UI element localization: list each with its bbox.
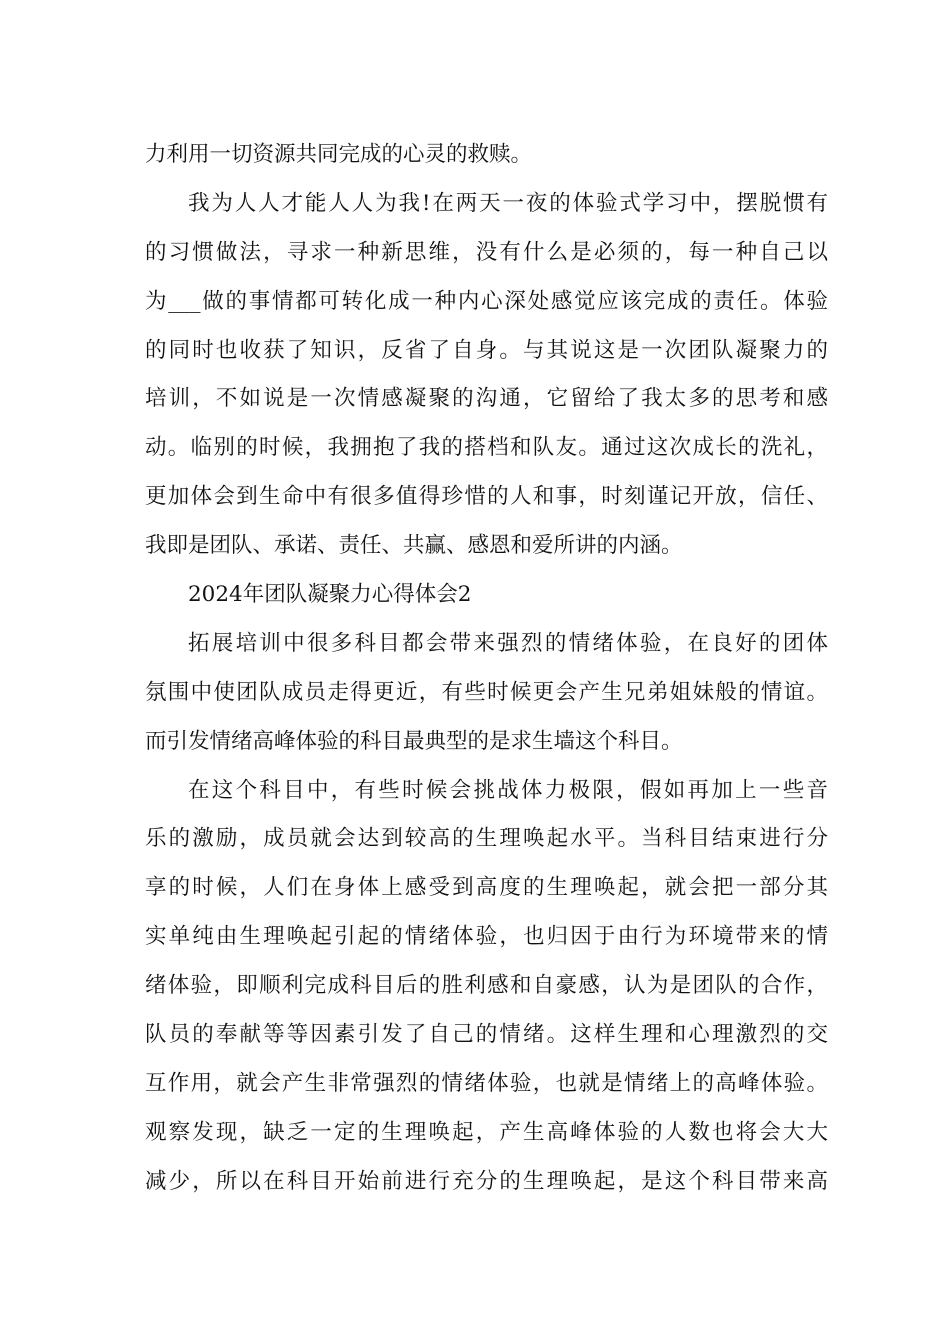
text-line: 而引发情绪高峰体验的科目最典型的是求生墙这个科目。 <box>145 728 683 754</box>
text-line: 实单纯由生理唤起引起的情绪体验，也归因于由行为环境带来的情 <box>145 924 828 950</box>
text-line: 的习惯做法，寻求一种新思维，没有什么是必须的，每一种自己以 <box>145 239 828 265</box>
text-line: 互作用，就会产生非常强烈的情绪体验，也就是情绪上的高峰体验。 <box>145 1070 828 1096</box>
text-line: 享的时候，人们在身体上感受到高度的生理唤起，就会把一部分其 <box>145 875 828 901</box>
paragraph-first-line: 在这个科目中，有些时候会挑战体力极限，假如再加上一些音 <box>188 777 828 803</box>
text-line: 更加体会到生命中有很多值得珍惜的人和事，时刻谨记开放，信任、 <box>145 484 828 510</box>
text-line: 氛围中使团队成员走得更近，有些时候更会产生兄弟姐妹般的情谊。 <box>145 679 828 705</box>
paragraph-first-line: 我为人人才能人人为我!在两天一夜的体验式学习中，摆脱惯有 <box>188 190 828 216</box>
text-line: 队员的奉献等等因素引发了自己的情绪。这样生理和心理激烈的交 <box>145 1022 828 1048</box>
text-line: 力利用一切资源共同完成的心灵的救赎。 <box>145 142 533 167</box>
text-line: 培训，不如说是一次情感凝聚的沟通，它留给了我太多的思考和感 <box>145 386 828 412</box>
text-line: 乐的激励，成员就会达到较高的生理唤起水平。当科目结束进行分 <box>145 826 828 852</box>
body-text <box>145 131 828 1207</box>
text-line: 绪体验，即顺利完成科目后的胜利感和自豪感，认为是团队的合作， <box>145 973 828 999</box>
section-heading: 2024年团队凝聚力心得体会2 <box>188 582 472 608</box>
text-line: 观察发现，缺乏一定的生理唤起，产生高峰体验的人数也将会大大 <box>145 1119 828 1145</box>
text-line: 减少，所以在科目开始前进行充分的生理唤起，是这个科目带来高 <box>145 1168 828 1194</box>
text-line: 为___做的事情都可转化成一种内心深处感觉应该完成的责任。体验 <box>145 288 828 314</box>
text-line: 的同时也收获了知识，反省了自身。与其说这是一次团队凝聚力的 <box>145 337 828 363</box>
text-line: 动。临别的时候，我拥抱了我的搭档和队友。通过这次成长的洗礼， <box>145 435 828 461</box>
text-line: 我即是团队、承诺、责任、共赢、感恩和爱所讲的内涵。 <box>145 533 683 559</box>
paragraph-first-line: 拓展培训中很多科目都会带来强烈的情绪体验，在良好的团体 <box>188 630 828 656</box>
